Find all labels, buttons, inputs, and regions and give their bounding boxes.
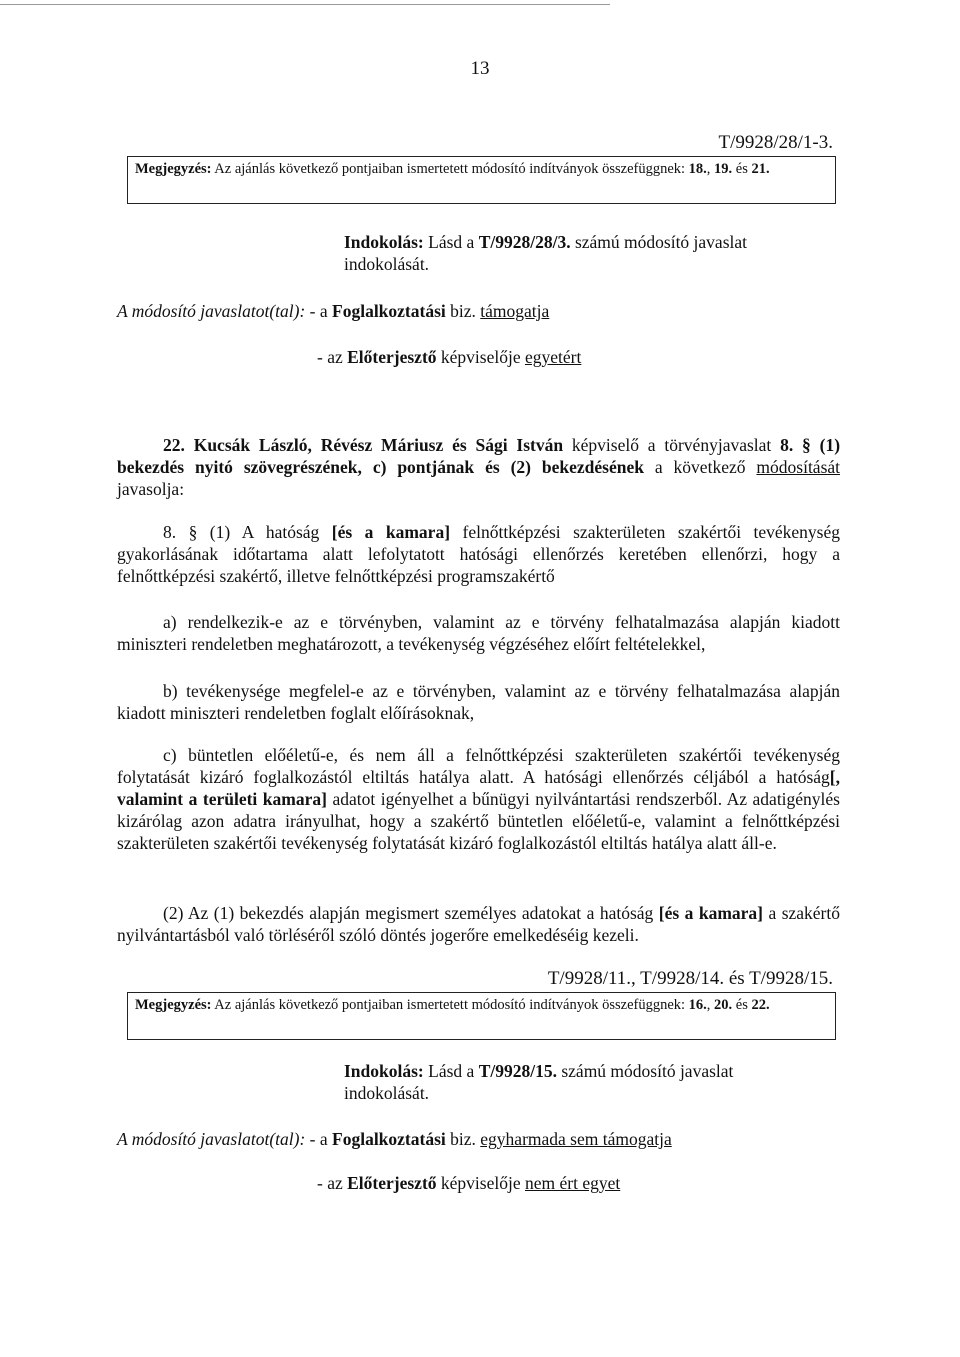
amendment-authors: Kucsák László, Révész Máriusz és Sági István — [193, 435, 564, 455]
amendment-text: a következő — [643, 457, 746, 477]
note-ref: 18. — [688, 161, 707, 177]
document-reference: T/9928/11., T/9928/14. és T/9928/15. — [547, 968, 833, 989]
amendment-text: képviselő a törvényjavaslat — [563, 435, 781, 455]
justification — [344, 1060, 844, 1104]
committee-name: Foglalkoztatási — [332, 1129, 446, 1149]
note-text: Az ajánlás következő pontjaiban ismertetett módosító indítványok összefüggnek: — [211, 161, 689, 177]
note-separator: és — [732, 161, 752, 177]
proposers-line-2 — [317, 1172, 620, 1194]
page-number: 13 — [470, 58, 490, 79]
deleted-text: [, valamint a területi kamara] — [117, 767, 840, 809]
justification-ref: T/9928/15. — [478, 1061, 557, 1081]
body-paragraph-1 — [117, 521, 840, 587]
note-ref: 22. — [751, 997, 770, 1013]
note-box — [127, 992, 836, 1040]
note-separator: és — [732, 997, 752, 1013]
submitter-status: nem ért egyet — [524, 1173, 621, 1193]
note-ref: 21. — [751, 161, 770, 177]
justification-label: Indokolás: — [344, 1061, 424, 1081]
justification-line2: indokolását. — [344, 1083, 430, 1103]
amendment-number: 22. — [163, 435, 185, 455]
note-box — [127, 156, 836, 204]
justification-text: Lásd a — [423, 1061, 479, 1081]
body-text: 8. § (1) A hatóság — [163, 522, 332, 542]
body-paragraph-2 — [117, 902, 840, 946]
body-text: felnőttképzési szakterületen szakértői tevékenység gyakorlásának időtartama alatt lefolytatott hatósági ellenőrzés keretében ellenőrzi, hogy a felnőttképzési szakértő, illetve felnőttképzési programszakértő — [117, 522, 841, 586]
body-text: c) büntetlen előéletű-e, és nem áll a felnőttképzési szakterületen szakértői tevékenység folytatását kizáró foglalkozástól eltiltás hatálya alatt. A hatósági ellenőrzés céljából a hatóság — [117, 745, 840, 787]
amendment-text: javasolja: — [117, 479, 185, 499]
deleted-text: [és a kamara] — [331, 522, 451, 542]
proposers-mid: képviselője — [436, 1173, 525, 1193]
amendment-scope: (1) bekezdés nyitó szövegrészének, c) pontjának és (2) bekezdésének — [117, 435, 841, 477]
submitter-status: egyetért — [524, 347, 582, 367]
submitter-name: Előterjesztő — [347, 347, 437, 367]
justification-ref: T/9928/28/3. — [478, 232, 571, 252]
proposers-label: A módosító javaslatot(tal): — [117, 1129, 306, 1149]
note-label: Megjegyzés: — [135, 161, 212, 177]
amendment-section: 8. § — [780, 435, 811, 455]
note-ref: 16. — [688, 997, 707, 1013]
justification-line2: indokolását. — [344, 254, 430, 274]
document-reference: T/9928/28/1-3. — [718, 132, 833, 153]
committee-name: Foglalkoztatási — [332, 301, 446, 321]
proposers-prefix: - a — [305, 1129, 333, 1149]
body-text: a szakértő nyilvántartásból való törléséről szóló döntés jogerőre emelkedéséig kezeli. — [117, 903, 841, 945]
justification — [344, 231, 844, 275]
amendment-underlined: módosítását — [756, 457, 841, 477]
justification-text: számú módosító javaslat — [556, 1061, 734, 1081]
proposers-mid: biz. — [445, 1129, 481, 1149]
proposers-prefix: - a — [305, 301, 333, 321]
body-text: adatot igényelhet a bűnügyi nyilvántartási rendszerből. Az adatigénylés kizárólag azon adatra irányulhat, hogy a szakértő büntetlen előéletű-e, valamint a felnőttképzési szakterületen szakértői tevékenység folytatását kizáró foglalkozástól eltiltás hatálya alatt áll-e. — [117, 789, 840, 853]
proposers-line-1 — [117, 1128, 672, 1150]
amendment-intro — [117, 434, 840, 500]
note-ref: 19. — [714, 161, 733, 177]
proposers-prefix: - az — [317, 1173, 348, 1193]
body-item-a: a) rendelkezik-e az e törvényben, valamint az e törvény felhatalmazása alapján kiadott miniszteri rendeletben meghatározott, a tevékenység végzéséhez előírt feltételekkel, — [117, 612, 840, 654]
submitter-name: Előterjesztő — [347, 1173, 437, 1193]
body-text: (2) Az (1) bekezdés alapján megismert személyes adatokat a hatóság — [163, 903, 659, 923]
justification-text: számú módosító javaslat — [570, 232, 748, 252]
justification-label: Indokolás: — [344, 232, 424, 252]
committee-status: egyharmada sem támogatja — [480, 1129, 672, 1149]
body-item-b: b) tevékenysége megfelel-e az e törvényben, valamint az e törvény felhatalmazása alapján kiadott miniszteri rendeletben foglalt előírásoknak, — [117, 681, 840, 723]
note-ref: 20. — [714, 997, 733, 1013]
proposers-mid: képviselője — [436, 347, 525, 367]
proposers-prefix: - az — [317, 347, 348, 367]
note-label: Megjegyzés: — [135, 997, 212, 1013]
note-separator: , — [706, 161, 715, 177]
proposers-label: A módosító javaslatot(tal): — [117, 301, 306, 321]
committee-status: támogatja — [480, 301, 550, 321]
proposers-line-1 — [117, 300, 549, 322]
note-separator: , — [706, 997, 715, 1013]
scan-edge-line — [0, 4, 610, 5]
note-text: Az ajánlás következő pontjaiban ismertetett módosító indítványok összefüggnek: — [211, 997, 689, 1013]
justification-text: Lásd a — [423, 232, 479, 252]
proposers-mid: biz. — [445, 301, 481, 321]
body-item-c — [117, 744, 840, 854]
deleted-text: [és a kamara] — [658, 903, 764, 923]
proposers-line-2 — [317, 346, 581, 368]
